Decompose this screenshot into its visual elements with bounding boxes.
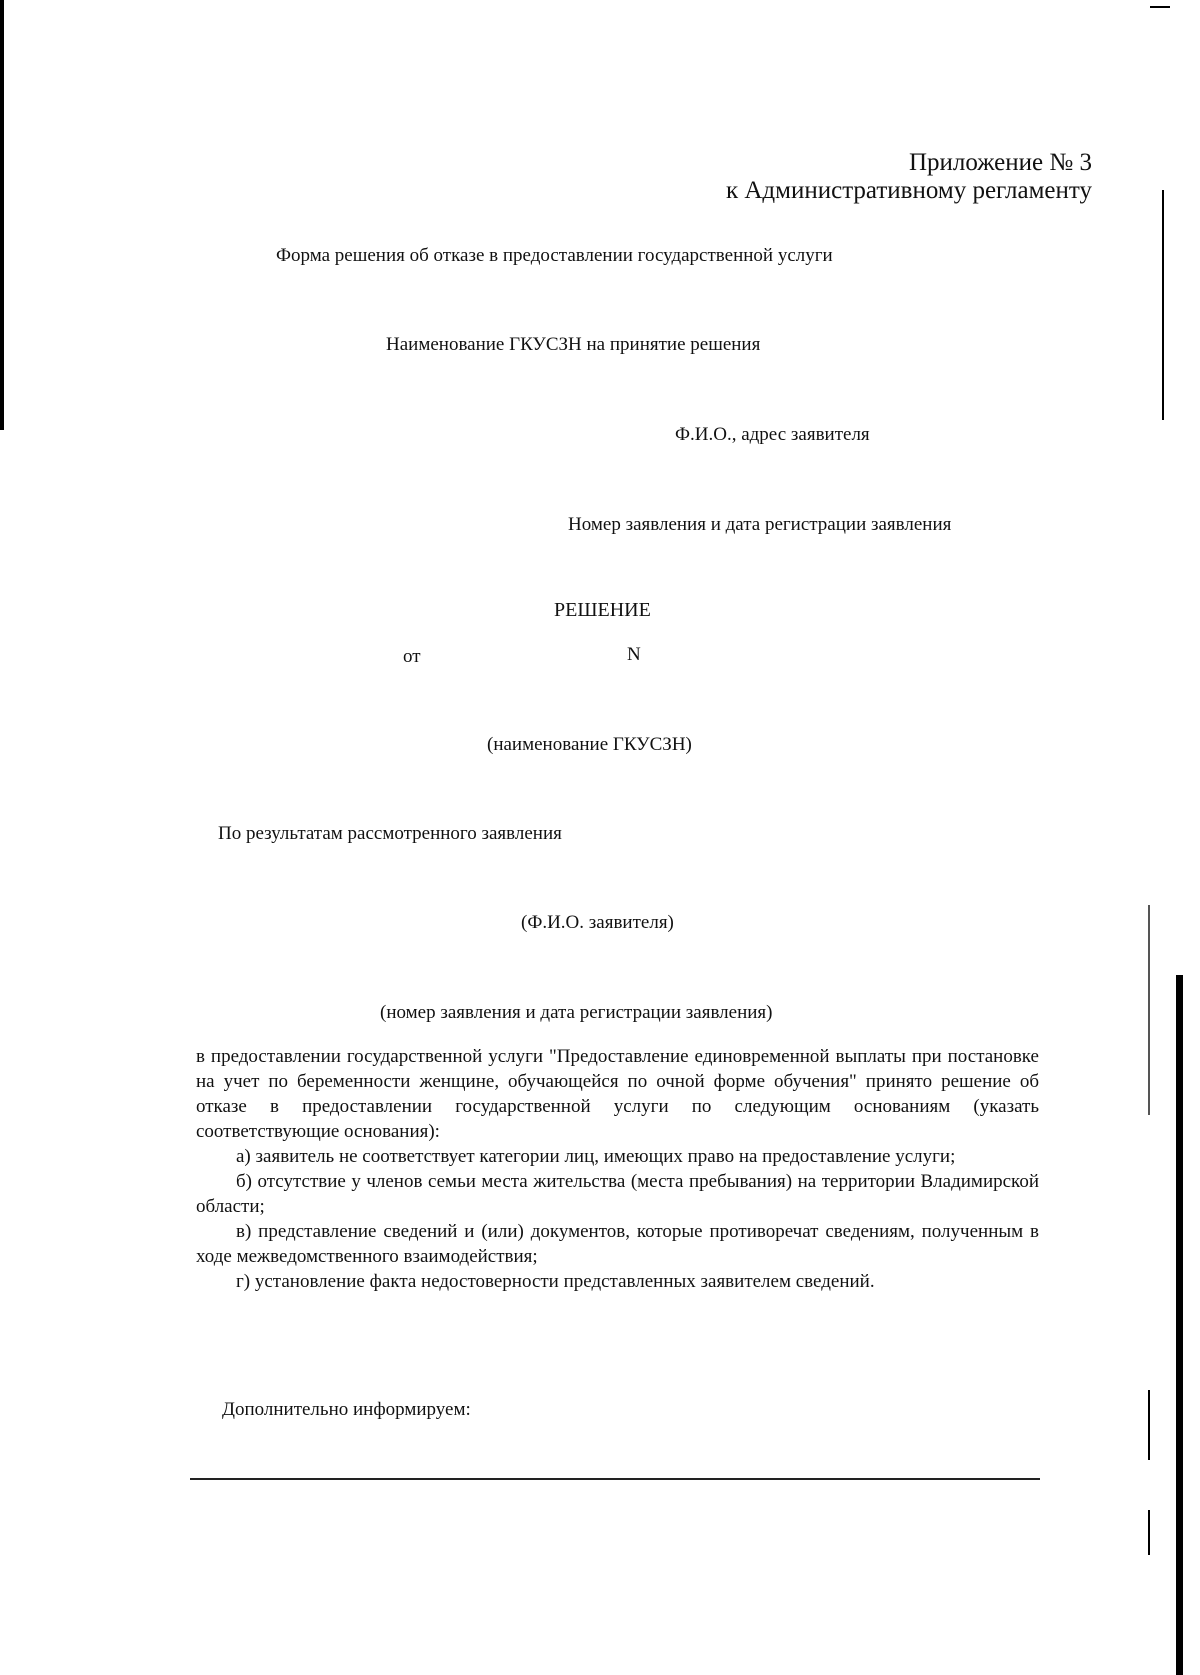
- reason-b: б) отсутствие у членов семьи места жительства (места пребывания) на территории Владимирской области;: [196, 1171, 1039, 1217]
- application-number-date-field: Номер заявления и дата регистрации заявления: [568, 514, 952, 535]
- reason-d: г) установление факта недостоверности представленных заявителем сведений.: [236, 1271, 875, 1292]
- application-caption: (номер заявления и дата регистрации заявления): [380, 1002, 773, 1023]
- decision-title: РЕШЕНИЕ: [554, 599, 651, 621]
- number-label: N: [627, 644, 641, 665]
- body-main-text: в предоставлении государственной услуги "Предоставление единовременной выплаты при постановке на учет по беременности женщине, обучающейся по очной форме обучения" принято решение об отказе в предоставлении государственной услуги по следующим основаниям (указать соответствующие основания):: [196, 1046, 1039, 1142]
- agency-name-field: Наименование ГКУСЗН на принятие решения: [386, 334, 761, 355]
- reason-c: в) представление сведений и (или) документов, которые противоречат сведениям, полученным в ходе межведомственного взаимодействия;: [196, 1221, 1039, 1267]
- additional-info-label: Дополнительно информируем:: [222, 1399, 471, 1420]
- decision-body: [196, 1044, 1039, 1294]
- results-intro: По результатам рассмотренного заявления: [218, 823, 562, 844]
- applicant-name-address-field: Ф.И.О., адрес заявителя: [675, 424, 870, 445]
- form-title: Форма решения об отказе в предоставлении государственной услуги: [276, 245, 833, 266]
- scan-mark-right-top: [1162, 190, 1164, 420]
- regulation-reference: к Административному регламенту: [725, 177, 1092, 204]
- scan-mark-right-mid: [1148, 905, 1150, 1115]
- scan-edge-right: [1176, 975, 1183, 1675]
- signature-rule: [190, 1478, 1040, 1480]
- scan-mark-right-bottom: [1148, 1510, 1150, 1555]
- appendix-number: Приложение № 3: [908, 149, 1092, 176]
- applicant-caption: (Ф.И.О. заявителя): [521, 912, 674, 933]
- scan-mark-top-corner: [1150, 6, 1170, 8]
- agency-caption: (наименование ГКУСЗН): [487, 734, 692, 755]
- scan-mark-right-low: [1148, 1390, 1150, 1460]
- scan-edge-left: [0, 0, 4, 430]
- date-label: от: [403, 646, 421, 667]
- reason-a: а) заявитель не соответствует категории лиц, имеющих право на предоставление услуги;: [236, 1146, 956, 1167]
